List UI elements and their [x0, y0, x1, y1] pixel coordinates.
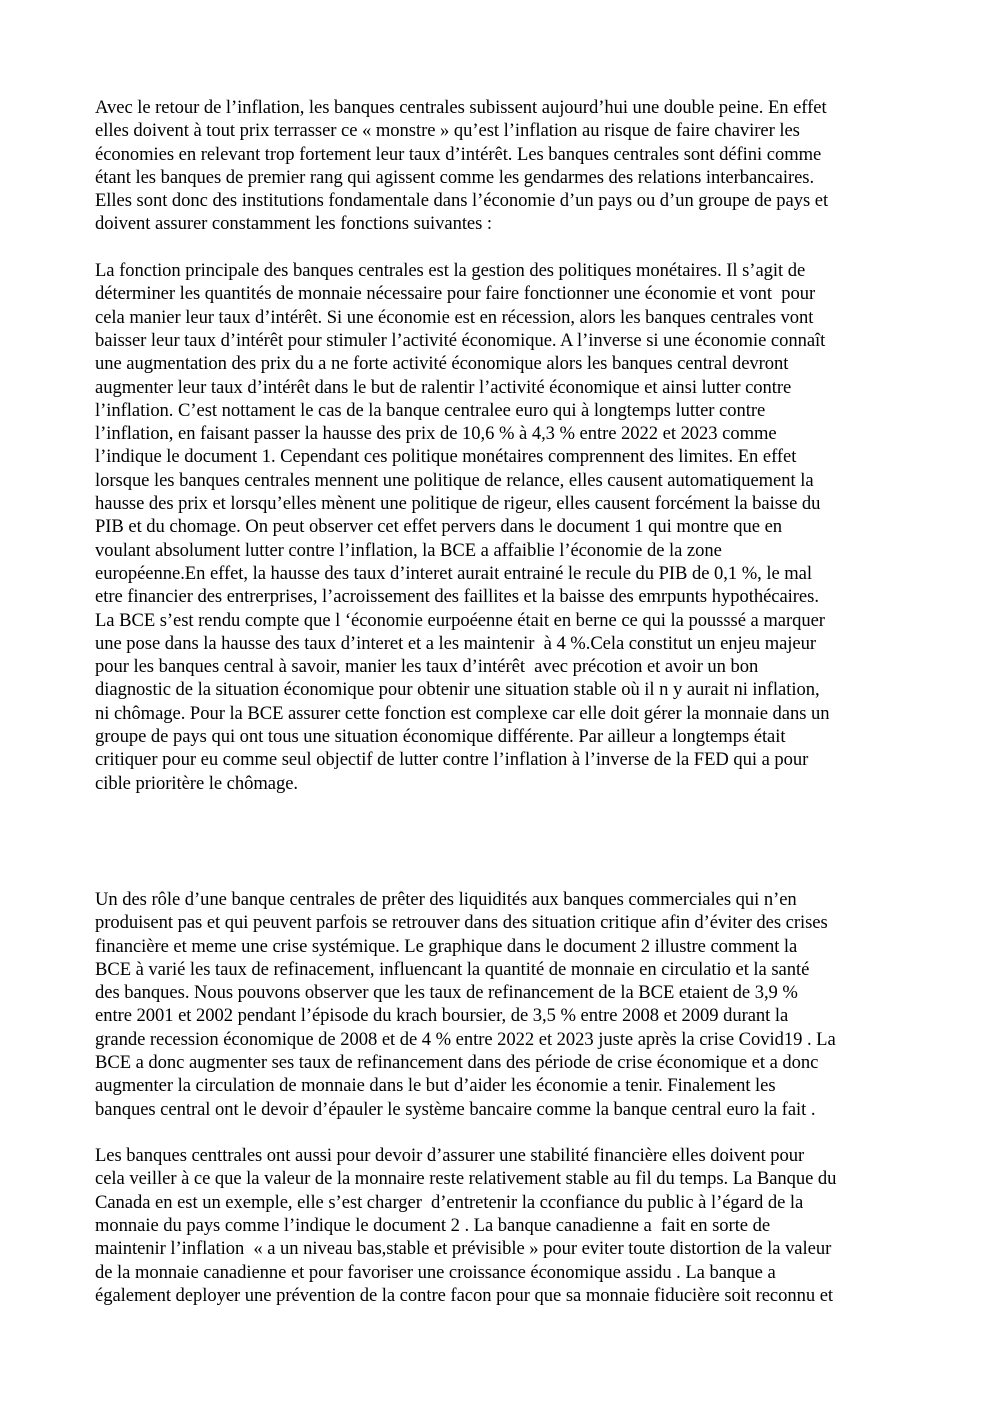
paragraph-intro — [95, 96, 915, 236]
text-line: produisent pas et qui peuvent parfois se retrouver dans des situation critique afin d’éviter des crises — [95, 912, 828, 934]
text-line: ni chômage. Pour la BCE assurer cette fonction est complexe car elle doit gérer la monnaie dans un — [95, 702, 830, 724]
text-line: Elles sont donc des institutions fondamentale dans l’économie d’un pays ou d’un groupe de pays et — [95, 190, 829, 212]
text-line: PIB et du chomage. On peut observer cet effet pervers dans le document 1 qui montre que en — [95, 516, 783, 538]
text-line: maintenir l’inflation « a un niveau bas,stable et prévisible » pour eviter toute distortion de la valeur — [95, 1238, 832, 1260]
document-page — [95, 96, 915, 1307]
text-line: doivent assurer constamment les fonctions suivantes : — [95, 213, 493, 235]
paragraph-liquidity — [95, 888, 915, 1121]
text-line: voulant absolument lutter contre l’inflation, la BCE a affaiblie l’économie de la zone — [95, 539, 722, 561]
text-line: l’inflation. C’est nottament le cas de la banque centralee euro qui à longtemps lutter contre — [95, 399, 766, 421]
text-line: également deployer une prévention de la contre facon pour que sa monnaie fiducière soit reconnu et — [95, 1284, 834, 1306]
paragraph-spacer — [95, 1121, 915, 1144]
text-line: La fonction principale des banques centrales est la gestion des politiques monétaires. Il s’agit de — [95, 260, 806, 282]
text-line: une pose dans la hausse des taux d’interet et a les maintenir à 4 %.Cela constitut un enjeu majeur — [95, 632, 817, 654]
text-line: BCE a donc augmenter ses taux de refinancement dans des période de crise économique et a donc — [95, 1051, 819, 1073]
text-line: BCE à varié les taux de refinacement, influencant la quantité de monnaie en circulatio et la santé — [95, 958, 810, 980]
text-line: Un des rôle d’une banque centrales de prêter des liquidités aux banques commerciales qui n’en — [95, 888, 797, 910]
text-line: de la monnaie canadienne et pour favoriser une croissance économique assidu . La banque a — [95, 1261, 776, 1283]
text-line: des banques. Nous pouvons observer que les taux de refinancement de la BCE etaient de 3,9 % — [95, 982, 798, 1004]
paragraph-financial-stability — [95, 1144, 915, 1307]
text-line: déterminer les quantités de monnaie nécessaire pour faire fonctionner une économie et vont pour — [95, 283, 816, 305]
text-line: l’inflation, en faisant passer la hausse des prix de 10,6 % à 4,3 % entre 2022 et 2023 comme — [95, 423, 777, 445]
text-line: groupe de pays qui ont tous une situation économique différente. Par ailleur a longtemps était — [95, 726, 786, 748]
text-line: économies en relevant trop fortement leur taux d’intérêt. Les banques centrales sont défini comme — [95, 143, 822, 165]
text-line: l’indique le document 1. Cependant ces politique monétaires comprennent des limites. En effet — [95, 446, 797, 468]
text-line: diagnostic de la situation économique pour obtenir une situation stable où il n y aurait ni inflation, — [95, 679, 820, 701]
text-line: une augmentation des prix du a ne forte activité économique alors les banques central devront — [95, 353, 789, 375]
text-line: lorsque les banques centrales mennent une politique de relance, elles causent automatiquement la — [95, 469, 814, 491]
text-line: Les banques centtrales ont aussi pour devoir d’assurer une stabilité financière elles doivent pour — [95, 1145, 805, 1167]
text-line: financière et meme une crise systémique. Le graphique dans le document 2 illustre comment la — [95, 935, 798, 957]
text-line: monnaie du pays comme l’indique le document 2 . La banque canadienne a fait en sorte de — [95, 1215, 771, 1237]
text-line: banques central ont le devoir d’épauler le système bancaire comme la banque central euro la fait . — [95, 1098, 816, 1120]
paragraph-monetary-policy — [95, 259, 915, 795]
text-line: baisser leur taux d’intérêt pour stimuler l’activité économique. A l’inverse si une économie connaît — [95, 329, 826, 351]
text-line: cela veiller à ce que la valeur de la monnaire reste relativement stable au fil du temps. La Banque du — [95, 1168, 837, 1190]
paragraph-spacer — [95, 795, 915, 888]
text-line: pour les banques central à savoir, manier les taux d’intérêt avec précotion et avoir un bon — [95, 656, 759, 678]
text-line: critiquer pour eu comme seul objectif de lutter contre l’inflation à l’inverse de la FED qui a pour — [95, 749, 809, 771]
text-line: elles doivent à tout prix terrasser ce « monstre » qu’est l’inflation au risque de faire chavirer les — [95, 120, 800, 142]
text-line: augmenter leur taux d’intérêt dans le but de ralentir l’activité économique et ainsi lutter contre — [95, 376, 792, 398]
text-line: hausse des prix et lorsqu’elles mènent une politique de rigeur, elles causent forcément la baisse du — [95, 493, 821, 515]
text-line: européenne.En effet, la hausse des taux d’interet aurait entrainé le recule du PIB de 0,1 %, le mal — [95, 562, 812, 584]
text-line: cible prioritère le chômage. — [95, 772, 299, 794]
text-line: entre 2001 et 2002 pendant l’épisode du krach boursier, de 3,5 % entre 2008 et 2009 durant la — [95, 1005, 789, 1027]
text-line: Avec le retour de l’inflation, les banques centrales subissent aujourd’hui une double peine. En effet — [95, 97, 827, 118]
text-line: augmenter la circulation de monnaie dans le but d’aider les économie a tenir. Finalement les — [95, 1075, 776, 1097]
text-line: cela manier leur taux d’intérêt. Si une économie est en récession, alors les banques centrales vont — [95, 306, 814, 328]
text-line: Canada en est un exemple, elle s’est charger d’entretenir la cconfiance du public à l’égard de la — [95, 1191, 804, 1213]
text-line: La BCE s’est rendu compte que l ‘économie eurpoéenne était en berne ce qui la pousssé a marquer — [95, 609, 825, 631]
paragraph-spacer — [95, 236, 915, 259]
text-line: étant les banques de premier rang qui agissent comme les gendarmes des relations interbancaires. — [95, 166, 815, 188]
text-line: grande recession économique de 2008 et de 4 % entre 2022 et 2023 juste après la crise Covid19 . La — [95, 1028, 836, 1050]
text-line: etre financier des entrerprises, l’acroissement des faillites et la baisse des emrpunts hypothécaires. — [95, 586, 819, 608]
